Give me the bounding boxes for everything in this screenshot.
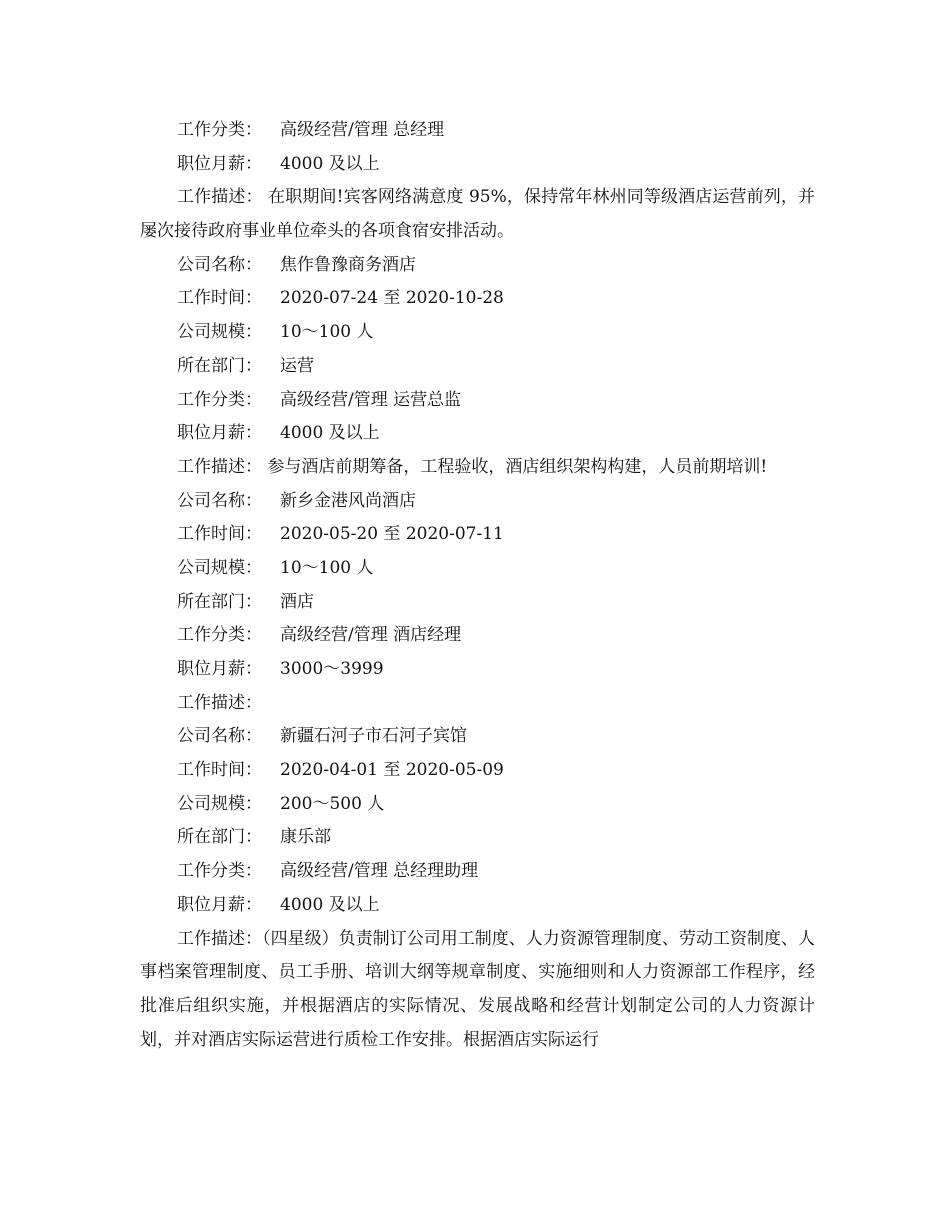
field-value: 4000 及以上 (280, 153, 380, 174)
field-value: 新乡金港风尚酒店 (280, 490, 416, 511)
field-label: 工作描述： (177, 692, 262, 713)
field-label: 工作描述： (177, 187, 263, 208)
monthly-salary-row (140, 653, 815, 687)
work-period-row (140, 282, 815, 316)
department-row (140, 586, 815, 620)
field-value: 运营 (280, 355, 314, 376)
field-label: 职位月薪： (177, 423, 262, 444)
company-size-row (140, 552, 815, 586)
monthly-salary-row (140, 417, 815, 451)
field-label: 所在部门： (177, 355, 262, 376)
field-label: 公司规模： (177, 793, 262, 814)
job-description-paragraph (140, 923, 815, 1058)
field-label: 公司规模： (177, 557, 262, 578)
field-label: 工作分类： (177, 120, 262, 140)
field-value: 200～500 人 (280, 793, 385, 814)
job-category-row (140, 619, 815, 653)
field-value: 2020-07-24 至 2020-10-28 (280, 288, 504, 309)
department-row (140, 350, 815, 384)
job-category-row (140, 384, 815, 418)
job-description-paragraph (140, 451, 815, 485)
field-label: 工作分类： (177, 861, 262, 882)
field-label: 工作时间： (177, 760, 262, 781)
field-label: 工作时间： (177, 288, 262, 309)
field-label: 职位月薪： (177, 894, 262, 915)
job-description-paragraph (140, 181, 815, 248)
company-name-row (140, 720, 815, 754)
monthly-salary-row (140, 148, 815, 182)
field-label: 所在部门： (177, 827, 262, 848)
company-name-row (140, 485, 815, 519)
field-value: 10～100 人 (280, 557, 374, 578)
field-label: 工作分类： (177, 625, 262, 646)
field-value: 2020-05-20 至 2020-07-11 (280, 524, 504, 545)
field-value: 高级经营/管理 运营总监 (280, 389, 462, 410)
field-value: 10～100 人 (280, 322, 374, 343)
field-value: 高级经营/管理 总经理 (280, 120, 445, 140)
field-value: 高级经营/管理 酒店经理 (280, 625, 462, 646)
department-row (140, 821, 815, 855)
field-label: 所在部门： (177, 591, 262, 612)
field-label: 职位月薪： (177, 153, 262, 174)
field-label: 工作描述： (177, 928, 263, 949)
field-value: 2020-04-01 至 2020-05-09 (280, 760, 504, 781)
field-label: 工作描述： (177, 456, 262, 477)
field-value: 参与酒店前期筹备，工程验收，酒店组织架构构建，人员前期培训! (267, 456, 768, 477)
field-label: 工作时间： (177, 524, 262, 545)
field-value: 康乐部 (280, 827, 331, 848)
field-value: 新疆石河子市石河子宾馆 (280, 726, 467, 747)
field-value: 焦作鲁豫商务酒店 (280, 254, 416, 275)
company-size-row (140, 316, 815, 350)
field-value: 酒店 (280, 591, 314, 612)
field-label: 公司规模： (177, 322, 262, 343)
work-period-row (140, 518, 815, 552)
monthly-salary-row (140, 889, 815, 923)
field-label: 工作分类： (177, 389, 262, 410)
work-experience-section (140, 114, 815, 1057)
job-category-row (140, 855, 815, 889)
field-value: 3000～3999 (280, 659, 384, 680)
field-value: 4000 及以上 (280, 423, 380, 444)
field-value: （四星级）负责制订公司用工制度、人力资源管理制度、劳动工资制度、人事档案管理制度、员工手册、培训大纲等规章制度、实施细则和人力资源部工作程序，经批准后组织实施，并根据酒店的实际情况、发展战略和经营计划制定公司的人力资源计划，并对酒店实际运营进行质检工作安排。根据酒店实际运行 (140, 928, 816, 1050)
field-value: 4000 及以上 (280, 894, 380, 915)
job-description-row (140, 687, 815, 721)
field-value: 在职期间!宾客网络满意度 95%，保持常年林州同等级酒店运营前列，并屡次接待政府事业单位牵头的各项食宿安排活动。 (140, 187, 815, 242)
job-category-row (140, 114, 815, 148)
work-period-row (140, 754, 815, 788)
company-name-row (140, 249, 815, 283)
field-label: 公司名称： (177, 726, 262, 747)
field-label: 公司名称： (177, 254, 262, 275)
company-size-row (140, 788, 815, 822)
field-label: 职位月薪： (177, 659, 262, 680)
field-label: 公司名称： (177, 490, 262, 511)
field-value: 高级经营/管理 总经理助理 (280, 861, 479, 882)
